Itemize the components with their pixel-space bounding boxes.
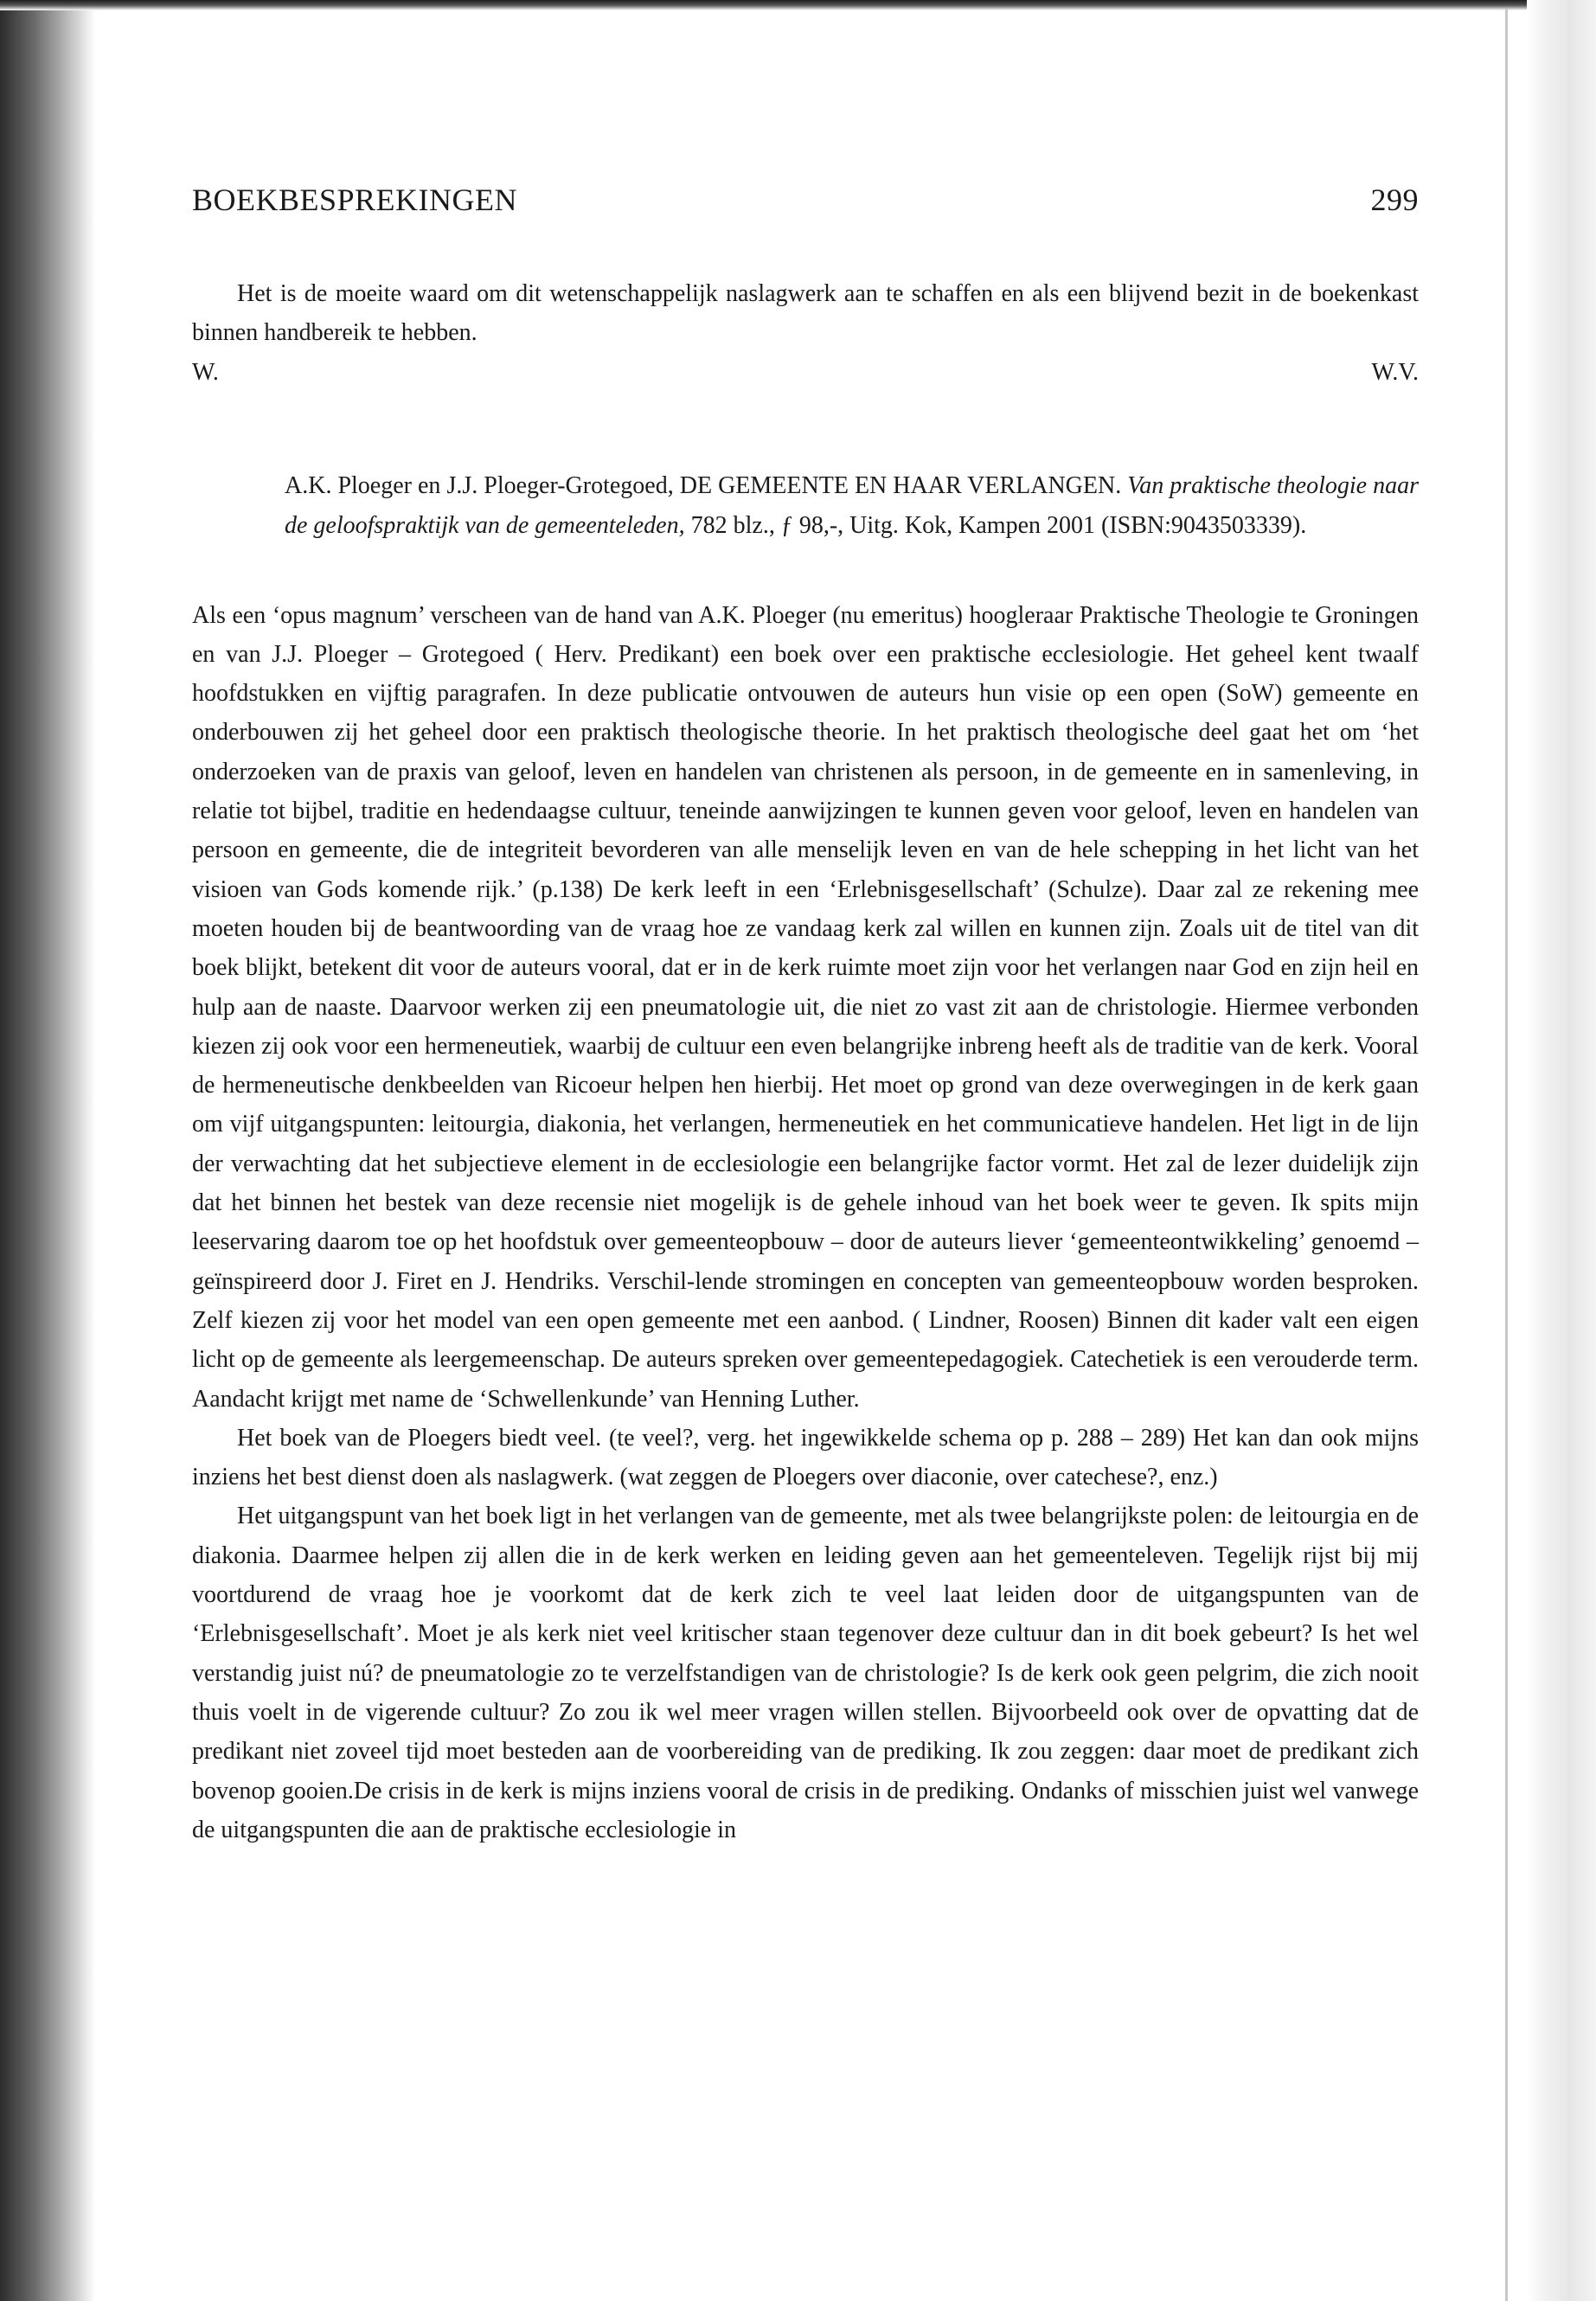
book-citation [285,466,1419,546]
review-paragraph: Als een ‘opus magnum’ verscheen van de hand van A.K. Ploeger (nu emeritus) hoogleraar Praktische Theologie te Groningen en van J.J. Ploeger – Grotegoed ( Herv. Predikant) een boek over een praktische ecclesiologie. Het geheel kent twaalf hoofdstukken en vijftig paragrafen. In deze publicatie ontvouwen de auteurs hun visie op een open (SoW) gemeente en onderbouwen zij het geheel door een praktisch theologische theorie. In het praktisch theologische deel gaat het om ‘het onderzoeken van de praxis van geloof, leven en handelen van christenen als persoon, in de gemeente en in samenleving, in relatie tot bijbel, traditie en hedendaagse cultuur, teneinde aanwijzingen te kunnen geven voor geloof, leven en handelen van persoon en gemeente, die de integriteit bevorderen van alle menselijk leven en van de hele schepping in het licht van het visioen van Gods komende rijk.’ (p.138) De kerk leeft in een ‘Erlebnisgesellschaft’ (Schulze). Daar zal ze rekening mee moeten houden bij de beantwoording van de vraag hoe ze vandaag kerk zal willen en kunnen zijn. Zoals uit de titel van dit boek blijkt, betekent dit voor de auteurs vooral, dat er in de kerk ruimte moet zijn voor het verlangen naar God en zijn heil en hulp aan de naaste. Daarvoor werken zij een pneumatologie uit, die niet zo vast zit aan de christologie. Hiermee verbonden kiezen zij ook voor een hermeneutiek, waarbij de cultuur een even belangrijke inbreng heeft als de traditie van de kerk. Vooral de hermeneutische denkbeelden van Ricoeur helpen hen hierbij. Het moet op grond van deze overwegingen in de kerk gaan om vijf uitgangspunten: leitourgia, diakonia, het verlangen, hermeneutiek en het communicatieve handelen. Het ligt in de lijn der verwachting dat het subjectieve element in de ecclesiologie een belangrijke factor vormt. Het zal de lezer duidelijk zijn dat het binnen het bestek van deze recensie niet mogelijk is de gehele inhoud van het boek weer te geven. Ik spits mijn leeservaring daarom toe op het hoofdstuk over gemeenteopbouw – door de auteurs liever ‘gemeenteontwikkeling’ genoemd – geïnspireerd door J. Firet en J. Hendriks. Verschil-lende stromingen en concepten van gemeenteopbouw worden besproken. Zelf kiezen zij voor het model van een open gemeente met een aanbod. ( Lindner, Roosen) Binnen dit kader valt een eigen licht op de gemeente als leergemeenschap. De auteurs spreken over gemeentepedagogiek. Catechetiek is een verouderde term. Aandacht krijgt met name de ‘Schwellenkunde’ van Henning Luther. [192,601,1419,1413]
page-content [192,173,1419,1849]
initial-left: W. [192,358,219,386]
citation-subtitle: Van praktische theologie naar de geloofspraktijk van de gemeenteleden, [285,471,1419,539]
review-body [192,596,1419,1850]
reviewer-signature [192,353,1419,392]
running-header [192,173,1419,225]
scan-shadow-top [0,0,1596,10]
review-paragraph: Het uitgangspunt van het boek ligt in het verlangen van de gemeente, met als twee belangrijkste polen: de leitourgia en de diakonia. Daarmee helpen zij allen die in de kerk werken en leiding geven aan het gemeenteleven. Tegelijk rijst bij mij voortdurend de vraag hoe je voorkomt dat de kerk zich te veel laat leiden door de uitgangspunten van de ‘Erlebnisgesellschaft’. Moet je als kerk niet veel kritischer staan tegenover deze cultuur dan in dit boek gebeurt? Is het wel verstandig juist nú? de pneumatologie zo te verzelfstandigen van de christologie? Is de kerk ook geen pelgrim, die zich nooit thuis voelt in de vigerende cultuur? Zo zou ik wel meer vragen willen stellen. Bijvoorbeeld ook over de opvatting dat de predikant niet zoveel tijd moet besteden aan de voorbereiding van de prediking. Ik zou zeggen: daar moet de predikant zich bovenop gooien.De crisis in de kerk is mijns inziens vooral de crisis in de prediking. Ondanks of misschien juist wel vanwege de uitgangspunten die aan de praktische ecclesiologie in [192,1503,1419,1843]
section-title: BOEKBESPREKINGEN [192,183,518,217]
page-number: 299 [1370,183,1419,217]
intro-paragraph: Het is de moeite waard om dit wetenschappelijk naslagwerk aan te schaffen en als een blijvend bezit in de boekenkast binnen handbereik te hebben. [192,280,1419,347]
citation-authors-title: A.K. Ploeger en J.J. Ploeger-Grotegoed, DE GEMEENTE EN HAAR VERLANGEN. [285,471,1122,499]
scan-shadow-right [1527,0,1596,2301]
review-paragraph: Het boek van de Ploegers biedt veel. (te veel?, verg. het ingewikkelde schema op p. 288 – 289) Het kan dan ook mijns inziens het best dienst doen als naslagwerk. (wat zeggen de Ploegers over diaconie, over catechese?, enz.) [192,1424,1419,1491]
scan-shadow-left [0,0,95,2301]
initial-right: W.V. [1371,358,1419,386]
citation-details: 782 blz., ƒ 98,-, Uitg. Kok, Kampen 2001 (ISBN:9043503339). [690,511,1307,539]
page-fold-line [1505,9,1508,2301]
